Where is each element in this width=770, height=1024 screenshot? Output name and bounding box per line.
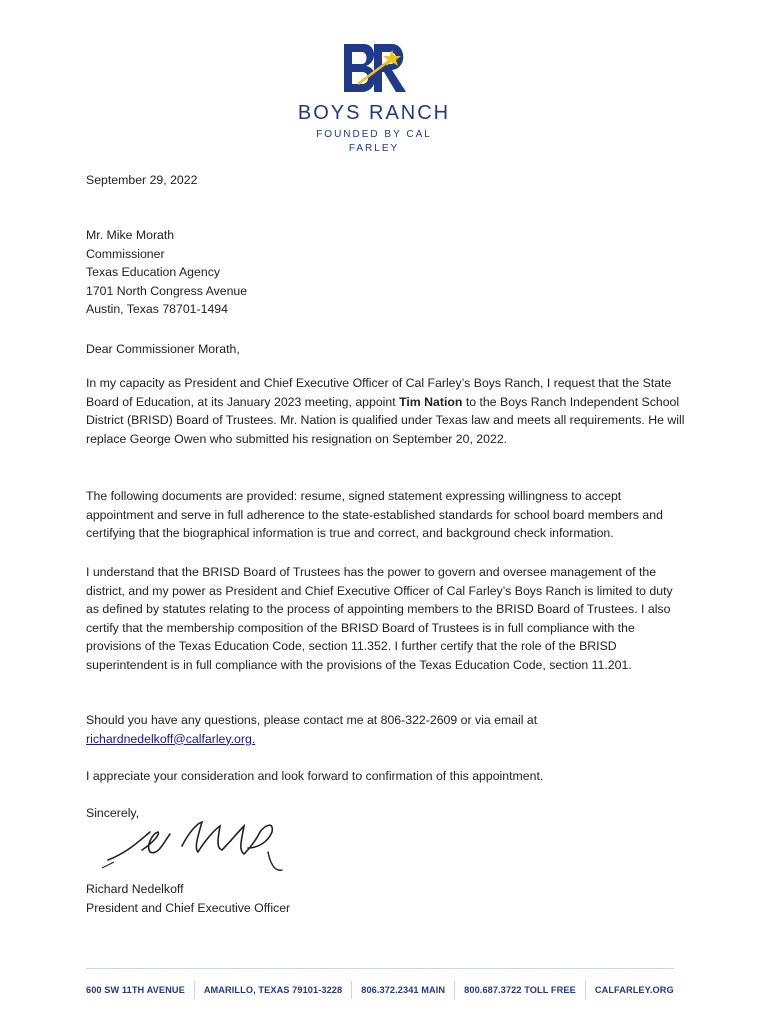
salutation: Dear Commissioner Morath, (86, 342, 240, 356)
para2-text: The following documents are provided: resume, signed statement expressing willingness to accept appointment and serve in full adherence to the state-established standards for school board members and certifying that the biographical information is true and correct, and background check information. (86, 489, 663, 540)
brand-name: BOYS RANCH (297, 102, 451, 124)
paragraph-contact (86, 711, 686, 748)
footer-phone-tollfree: 800.687.3722 TOLL FREE (464, 985, 576, 995)
para3-text: I understand that the BRISD Board of Trustees has the power to govern and oversee management of the district, and my power as President and Chief Executive Officer of Cal Farley’s Boys Ranch is limited to duty as defined by statutes relating to the process of appointing members to the BRISD Board of Trustees. I also certify that the membership composition of the BRISD Board of Trustees is in full compliance with the provisions of the Texas Education Code, section 11.352. I further certify that the role of the BRISD superintendent is in full compliance with the provisions of the Texas Education Code, section 11.201. (86, 565, 673, 672)
signer-name: Richard Nedelkoff (86, 882, 184, 896)
paragraph-documents (86, 487, 686, 543)
footer-separator (585, 981, 586, 999)
closing: Sincerely, (86, 806, 140, 820)
paragraph-certification (86, 563, 686, 674)
letterhead-logo (294, 40, 454, 156)
brand-tagline: FOUNDED BY CAL FARLEY (316, 129, 432, 154)
recipient-line: Commissioner (86, 246, 165, 261)
appointee-name: Tim Nation (399, 394, 463, 409)
paragraph-closing (86, 767, 686, 786)
signer-block (86, 880, 686, 917)
footer-website[interactable]: CALFARLEY.ORG (594, 985, 674, 995)
footer-phone-main: 806.372.2341 MAIN (361, 985, 446, 995)
footer-divider (86, 968, 674, 969)
footer-city: AMARILLO, TEXAS 79101-3228 (203, 985, 343, 995)
handwritten-signature (98, 812, 338, 882)
recipient-line: 1701 North Congress Avenue (86, 283, 248, 298)
recipient-line: Mr. Mike Morath (86, 228, 175, 242)
footer-address: 600 SW 11TH AVENUE (86, 985, 185, 995)
para1-text-a: In my capacity as President and Chief Executive Officer of Cal Farley’s Boys Ranch, I request that the State Board of Education, at its January 2023 meeting, appoint (86, 376, 672, 409)
para1-text-b: to the Boys Ranch Independent School District (BRISD) Board of Trustees. Mr. Nation is qualified under Texas law and meets all requirements. He will replace George Owen who submitted his resignation on September 20, 2022. (86, 394, 685, 446)
recipient-address (86, 226, 686, 319)
signer-title: President and Chief Executive Officer (86, 900, 291, 915)
letter-date: September 29, 2022 (86, 173, 198, 187)
para4-text: Should you have any questions, please contact me at 806-322-2609 or via email at (86, 713, 538, 727)
footer-separator (454, 981, 455, 999)
footer-separator (351, 981, 352, 999)
para5-text: I appreciate your consideration and look forward to confirmation of this appointment. (86, 769, 544, 783)
paragraph-request (86, 374, 686, 448)
letterhead-footer (86, 981, 676, 999)
footer-separator (194, 981, 195, 999)
recipient-line: Texas Education Agency (86, 265, 220, 279)
recipient-line: Austin, Texas 78701-1494 (86, 302, 228, 316)
email-link[interactable]: richardnedelkoff@calfarley.org. (86, 731, 256, 746)
boys-ranch-monogram-icon (338, 40, 410, 100)
